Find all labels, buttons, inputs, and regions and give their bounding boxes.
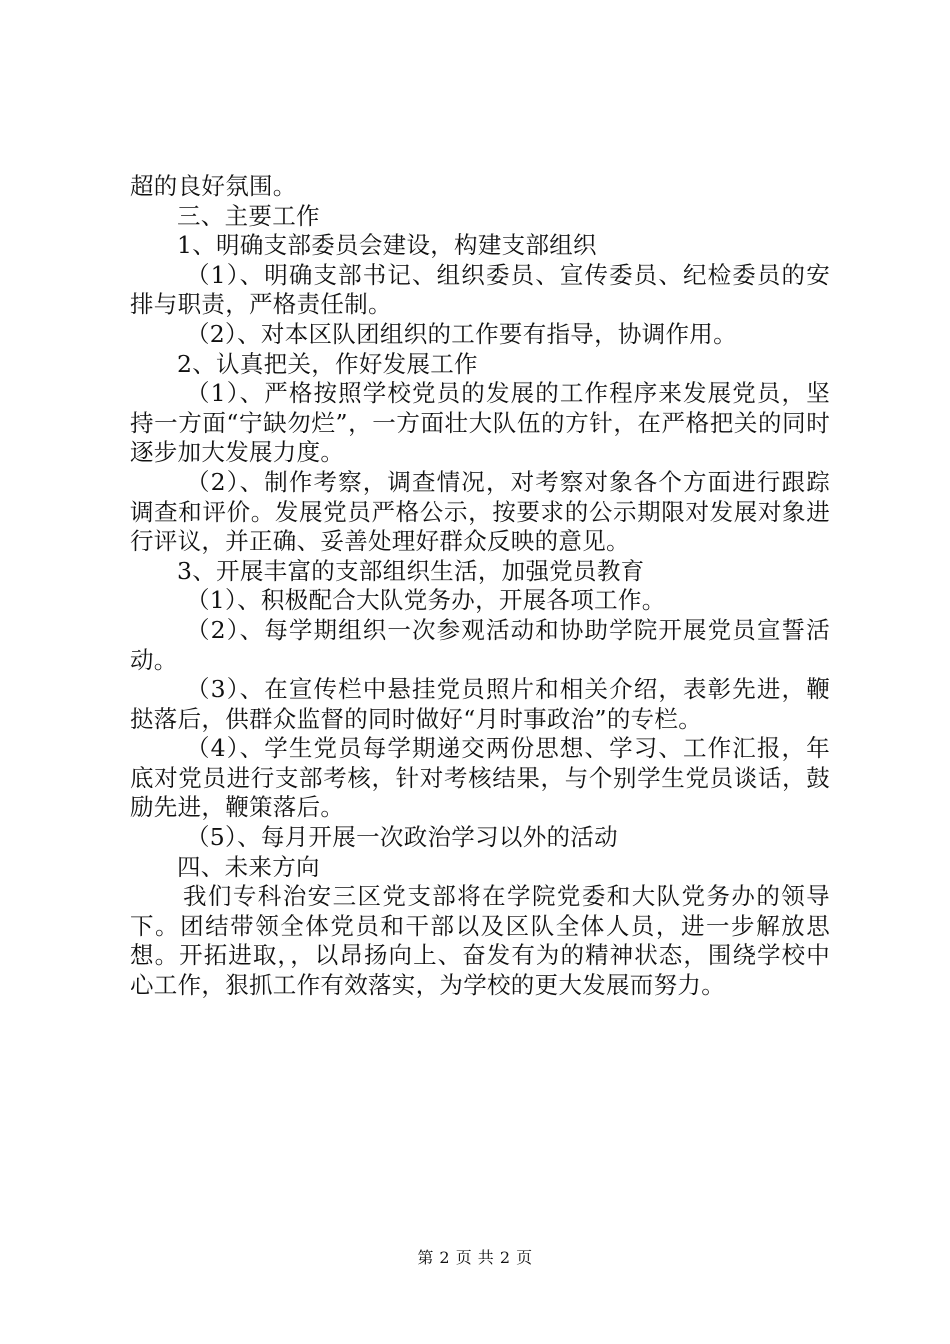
list-item: （4）、学生党员每学期递交两份思想、学习、工作汇报，年底对党员进行支部考核，针对考核结果，与个别学生党员谈话，鼓励先进，鞭策落后。 xyxy=(130,734,830,822)
list-item: （1）、明确支部书记、组织委员、宣传委员、纪检委员的安排与职责，严格责任制。 xyxy=(130,260,830,319)
document-body xyxy=(130,172,830,1001)
page-number-footer: 第 2 页 共 2 页 xyxy=(417,1248,533,1267)
paragraph: 我们专科治安三区党支部将在学院党委和大队党务办的领导下。团结带领全体党员和干部以及区队全体人员，进一步解放思想。开拓进取，，以昂扬向上、奋发有为的精神状态，围绕学校中心工作，狠抓工作有效落实，为学校的更大发展而努力。 xyxy=(130,882,830,1000)
list-item: （1）、严格按照学校党员的发展的工作程序来发展党员，坚持一方面“宁缺勿烂”，一方面壮大队伍的方针，在严格把关的同时逐步加大发展力度。 xyxy=(130,379,830,467)
section-heading-future-direction: 四、未来方向 xyxy=(177,852,320,881)
section-heading-main-work: 三、主要工作 xyxy=(177,201,320,230)
paragraph: 超的良好氛围。 xyxy=(130,172,297,200)
list-item: （2）、每学期组织一次参观活动和协助学院开展党员宣誓活动。 xyxy=(130,615,830,674)
subheading: 1、明确支部委员会建设，构建支部组织 xyxy=(177,231,597,260)
list-item: （5）、每月开展一次政治学习以外的活动 xyxy=(186,823,618,852)
subheading: 3、开展丰富的支部组织生活，加强党员教育 xyxy=(177,556,645,585)
list-item: （3）、在宣传栏中悬挂党员照片和相关介绍，表彰先进，鞭挞落后，供群众监督的同时做好“月时事政治”的专栏。 xyxy=(130,675,830,733)
subheading: 2、认真把关，作好发展工作 xyxy=(177,349,478,378)
list-item: （2）、对本区队团组织的工作要有指导，协调作用。 xyxy=(186,319,737,348)
list-item: （1）、积极配合大队党务办，开展各项工作。 xyxy=(186,586,666,615)
list-item: （2）、制作考察，调查情况，对考察对象各个方面进行跟踪调查和评价。发展党员严格公示，按要求的公示期限对发展对象进行评议，并正确、妥善处理好群众反映的意见。 xyxy=(130,467,830,556)
